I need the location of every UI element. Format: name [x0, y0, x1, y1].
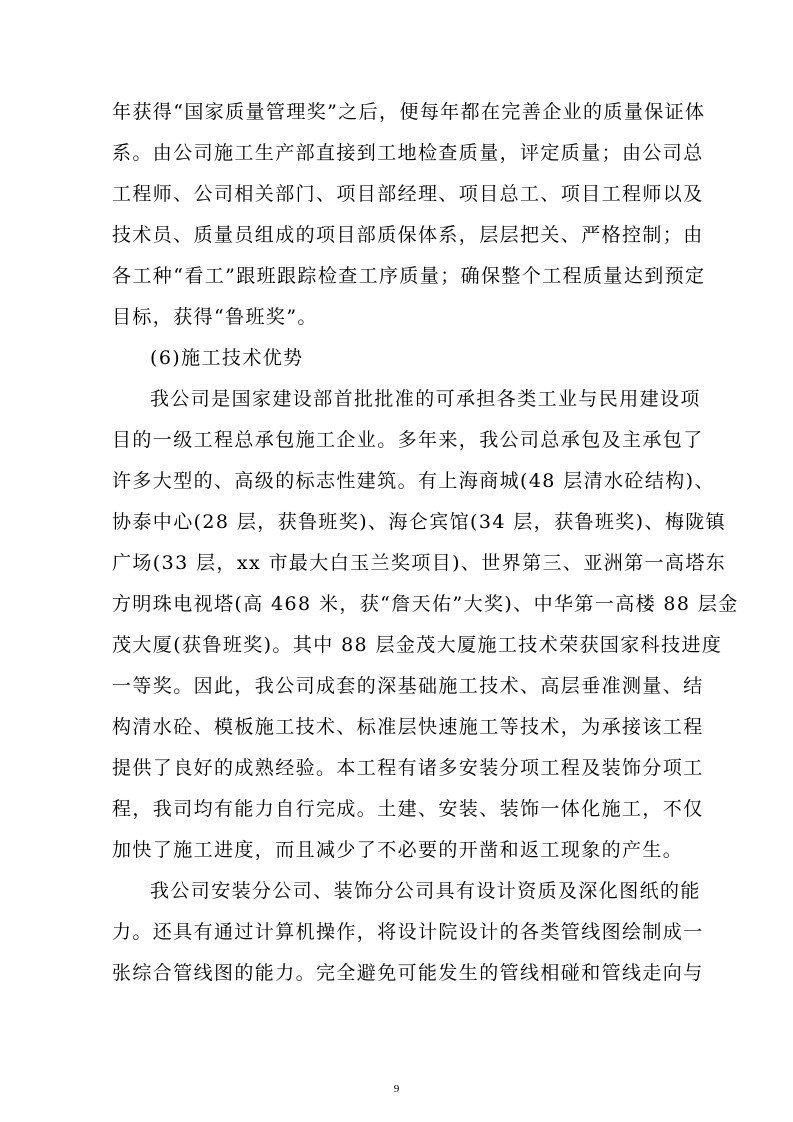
text-line: 程，我司均有能力自行完成。土建、安装、装饰一体化施工，不仅 — [112, 798, 704, 820]
text-line: 一等奖。因此，我公司成套的深基础施工技术、高层垂准测量、结 — [112, 675, 704, 697]
text-line: 年获得“国家质量管理奖”之后，便每年都在完善企业的质量保证体 — [112, 101, 706, 123]
text-line: 系。由公司施工生产部直接到工地检查质量，评定质量；由公司总 — [112, 142, 704, 164]
section-heading — [112, 338, 663, 379]
paragraph-quality-continued — [112, 92, 706, 338]
text-line: 工程师、公司相关部门、项目部经理、项目总工、项目工程师以及 — [112, 183, 704, 205]
text-line: 技术员、质量员组成的项目部质保体系，层层把关、严格控制；由 — [112, 224, 704, 246]
text-line: 提供了良好的成熟经验。本工程有诸多安装分项工程及装饰分项工 — [112, 757, 704, 779]
text-line: 力。还具有通过计算机操作，将设计院设计的各类管线图绘制成一 — [112, 921, 704, 943]
text-line: 目标，获得“鲁班奖”。 — [112, 306, 318, 328]
paragraph-design-capability — [112, 871, 704, 994]
paragraph-technical-advantage — [112, 379, 739, 871]
text-line: 我公司安装分公司、装饰分公司具有设计资质及深化图纸的能 — [150, 880, 701, 902]
text-line: 我公司是国家建设部首批批准的可承担各类工业与民用建设项 — [150, 388, 701, 410]
text-line: 许多大型的、高级的标志性建筑。有上海商城(48 层清水砼结构)、 — [112, 470, 715, 492]
text-line: 协泰中心(28 层，获鲁班奖)、海仑宾馆(34 层，获鲁班奖)、梅陇镇 — [112, 511, 727, 533]
text-line: 各工种“看工”跟班跟踪检查工序质量；确保整个工程质量达到预定 — [112, 265, 706, 287]
text-line: 张综合管线图的能力。完全避免可能发生的管线相碰和管线走向与 — [112, 962, 704, 984]
page-number: 9 — [393, 1083, 400, 1095]
text-line: 茂大厦(获鲁班奖)。其中 88 层金茂大厦施工技术荣获国家科技进度 — [112, 634, 723, 656]
heading-text: (6)施工技术优势 — [150, 347, 304, 369]
body-text — [112, 92, 739, 994]
text-line: 方明珠电视塔(高 468 米，获“詹天佑”大奖)、中华第一高楼 88 层金 — [112, 593, 739, 615]
text-line: 目的一级工程总承包施工企业。多年来，我公司总承包及主承包了 — [112, 429, 704, 451]
text-line: 构清水砼、模板施工技术、标准层快速施工等技术，为承接该工程 — [112, 716, 704, 738]
text-line: 加快了施工进度，而且减少了不必要的开凿和返工现象的产生。 — [112, 839, 684, 861]
text-line: 广场(33 层，xx 市最大白玉兰奖项目)、世界第三、亚洲第一高塔东 — [112, 552, 727, 574]
